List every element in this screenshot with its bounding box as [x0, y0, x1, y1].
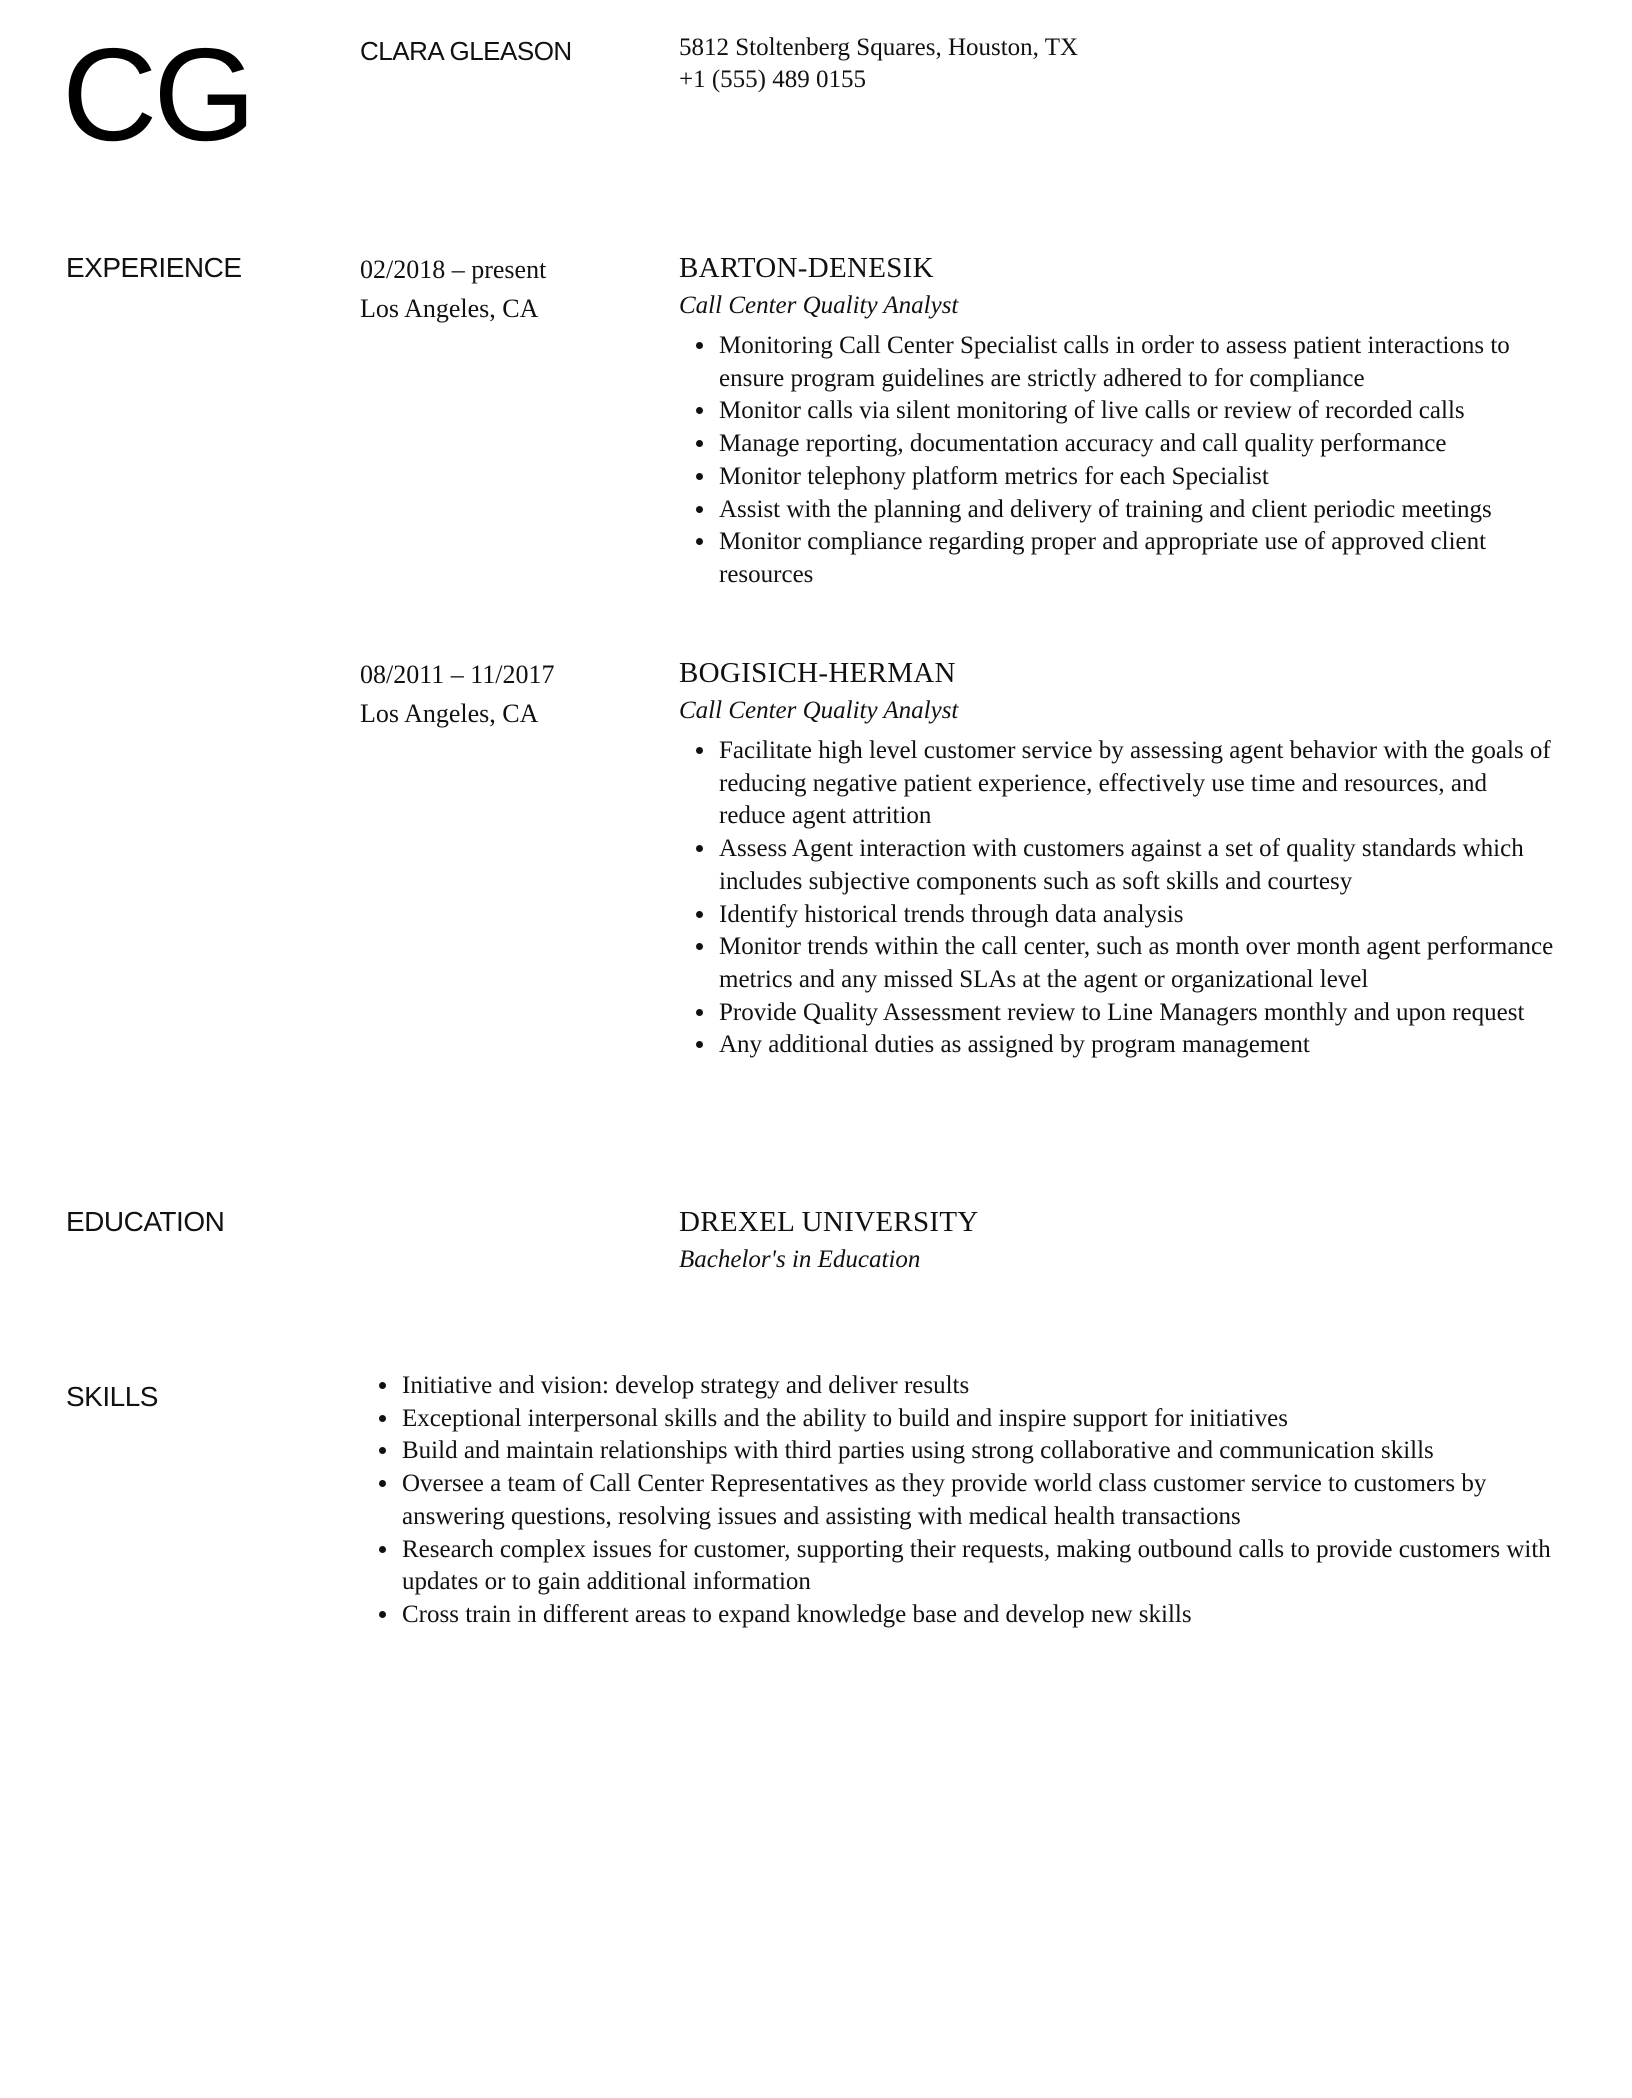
list-item: • Exceptional interpersonal skills and the ability to build and inspire support for initiatives: [400, 1403, 1562, 1436]
skills-section: [362, 1370, 1562, 1632]
list-item: • Assess Agent interaction with customers against a set of quality standards which includes subjective components such as soft skills and courtesy: [717, 833, 1559, 898]
list-item: • Research complex issues for customer, supporting their requests, making outbound calls to provide customers with updates or to gain additional information: [400, 1534, 1562, 1599]
contact-info: [679, 32, 1078, 96]
job-bullets: [679, 330, 1559, 592]
list-item: • Facilitate high level customer service by assessing agent behavior with the goals of reducing negative patient experience, effectively use time and resources, and reduce agent attrition: [717, 735, 1559, 833]
phone: +1 (555) 489 0155: [679, 66, 866, 93]
job-title: Call Center Quality Analyst: [679, 697, 959, 724]
list-item: • Any additional duties as assigned by program management: [717, 1029, 1559, 1062]
list-item: • Monitor compliance regarding proper and appropriate use of approved client resources: [717, 526, 1559, 591]
list-item: • Monitor trends within the call center, such as month over month agent performance metrics and any missed SLAs at the agent or organizational level: [717, 931, 1559, 996]
skills-list: [362, 1370, 1562, 1632]
list-item: • Monitor calls via silent monitoring of live calls or review of recorded calls: [717, 395, 1559, 428]
list-item: • Provide Quality Assessment review to Line Managers monthly and upon request: [717, 997, 1559, 1030]
list-item: • Build and maintain relationships with third parties using strong collaborative and communication skills: [400, 1435, 1562, 1468]
job-title: Call Center Quality Analyst: [679, 292, 959, 319]
list-item: • Initiative and vision: develop strategy and deliver results: [400, 1370, 1562, 1403]
degree: Bachelor's in Education: [679, 1246, 921, 1273]
list-item: • Monitor telephony platform metrics for each Specialist: [717, 461, 1559, 494]
job-location: Los Angeles, CA: [360, 699, 539, 728]
education-heading: EDUCATION: [66, 1206, 225, 1237]
list-item: • Assist with the planning and delivery of training and client periodic meetings: [717, 494, 1559, 527]
list-item: • Identify historical trends through data analysis: [717, 899, 1559, 932]
job-location: Los Angeles, CA: [360, 294, 539, 323]
experience-heading: EXPERIENCE: [66, 252, 242, 283]
skills-heading: SKILLS: [66, 1381, 158, 1412]
job-dates: 08/2011 – 11/2017: [360, 660, 555, 689]
job-1: [679, 248, 1559, 592]
job-dates: 02/2018 – present: [360, 255, 547, 284]
list-item: • Monitoring Call Center Specialist calls in order to assess patient interactions to ensure program guidelines are strictly adhered to for compliance: [717, 330, 1559, 395]
monogram: CG: [62, 21, 252, 168]
company-name: BOGISICH-HERMAN: [679, 657, 956, 689]
candidate-name: CLARA GLEASON: [360, 36, 572, 66]
job-2-meta: [360, 655, 555, 733]
school-name: DREXEL UNIVERSITY: [679, 1206, 979, 1238]
job-2: [679, 653, 1559, 1062]
company-name: BARTON-DENESIK: [679, 252, 934, 284]
address: 5812 Stoltenberg Squares, Houston, TX: [679, 34, 1079, 61]
education-entry: [679, 1202, 979, 1278]
job-bullets: [679, 735, 1559, 1062]
list-item: • Manage reporting, documentation accuracy and call quality performance: [717, 428, 1559, 461]
list-item: • Cross train in different areas to expand knowledge base and develop new skills: [400, 1599, 1562, 1632]
list-item: • Oversee a team of Call Center Representatives as they provide world class customer service to customers by answering questions, resolving issues and assisting with medical health transactions: [400, 1468, 1562, 1533]
job-1-meta: [360, 250, 546, 328]
